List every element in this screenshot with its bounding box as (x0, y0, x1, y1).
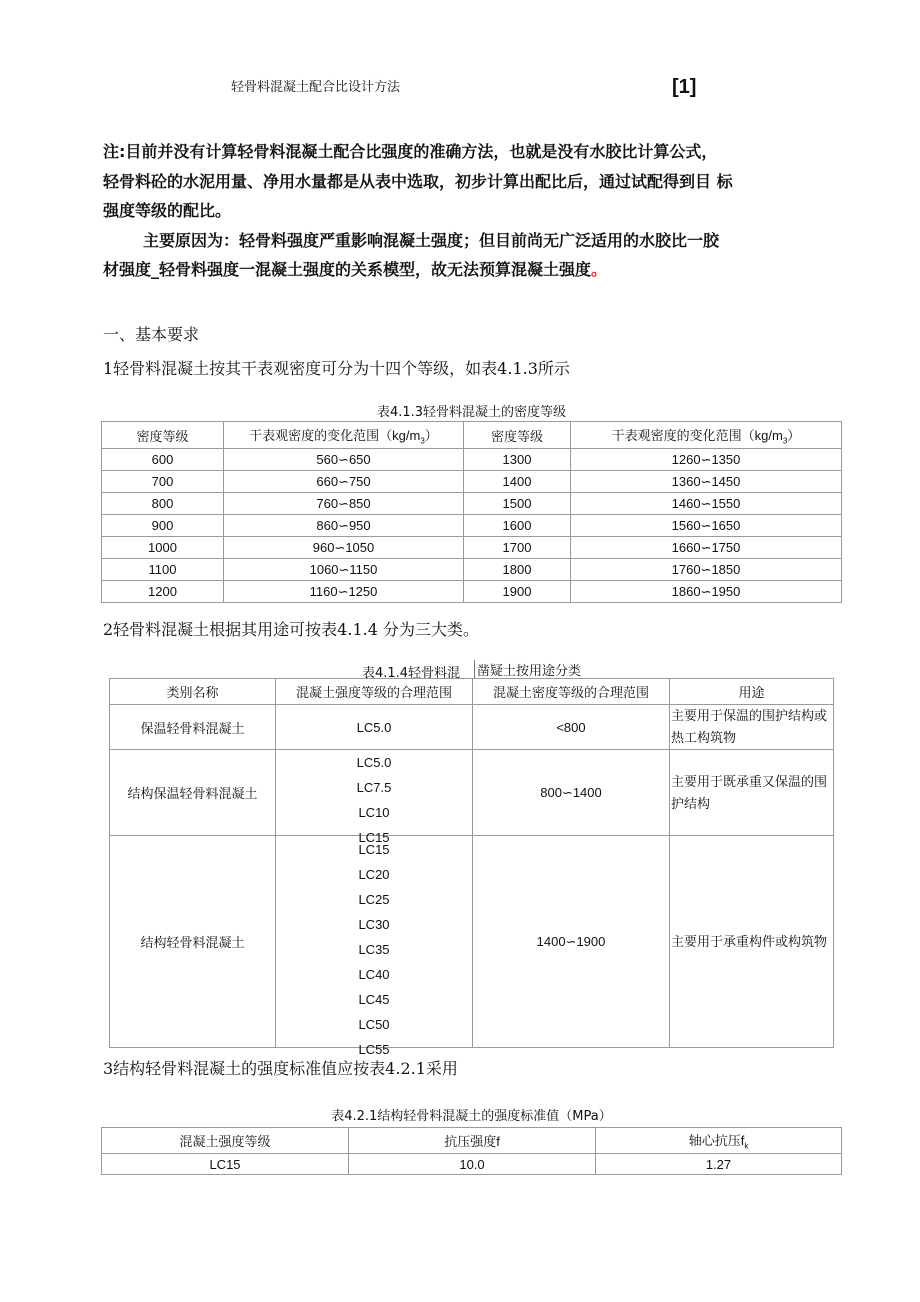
table-cell: 1760∽1850 (571, 559, 842, 581)
table-row (102, 471, 842, 493)
table-cell: 660∽750 (224, 471, 464, 493)
strength-grades: LC5.0 (276, 705, 473, 750)
table-cell: 1500 (464, 493, 571, 515)
usage-text: 主要用于保温的围护结构或热工构筑物 (670, 705, 834, 750)
category-name: 结构保温轻骨料混凝土 (110, 750, 276, 836)
table-cell: 1300 (464, 449, 571, 471)
note-line: 主要原因为：轻骨料强度严重影响混凝土强度；但目前尚无广泛适用的水胶比一胶 (143, 230, 720, 250)
table-cell: 760∽850 (224, 493, 464, 515)
table-cell: 1160∽1250 (224, 581, 464, 603)
density-range: 800∽1400 (473, 750, 670, 836)
table-cell: 960∽1050 (224, 537, 464, 559)
grade-item: LC50 (358, 1016, 390, 1032)
note-line: 强度等级的配比。 (103, 201, 232, 220)
table-4-1-4-caption-left: 表4.1.4轻骨料混 (362, 666, 461, 681)
table-cell: 1060∽1150 (224, 559, 464, 581)
table-cell: 1360∽1450 (571, 471, 842, 493)
note-line: 轻骨料砼的水泥用量、净用水量都是从表中选取，初步计算出配比后，通过试配得到目 标 (103, 171, 733, 191)
item-2-text: 2轻骨料混凝土根据其用途可按表4.1.4 分为三大类。 (103, 620, 479, 639)
table-header-row (102, 1128, 842, 1154)
table-cell: 700 (102, 471, 224, 493)
table-row (110, 836, 834, 1048)
grade-item: LC10 (358, 804, 390, 820)
table-cell: 1400 (464, 471, 571, 493)
note-block (103, 137, 848, 285)
table-row (102, 515, 842, 537)
header-cell: 混凝土强度等级 (102, 1128, 349, 1154)
grade-item: LC5.0 (356, 754, 392, 770)
table-row (102, 559, 842, 581)
strength-grades (276, 750, 473, 845)
table-cell: 1000 (102, 537, 224, 559)
grade-item: LC55 (358, 1041, 390, 1057)
table-cell: 1100 (102, 559, 224, 581)
table-row (102, 1154, 842, 1175)
table-cell: 1860∽1950 (571, 581, 842, 603)
density-range: <800 (473, 705, 670, 750)
table-row (102, 493, 842, 515)
grade-item: LC7.5 (356, 779, 392, 795)
header-cell: 混凝土强度等级的合理范围 (276, 679, 473, 705)
table-cell: 1.27 (596, 1154, 842, 1175)
table-cell: 600 (102, 449, 224, 471)
grade-item: LC15 (358, 841, 390, 857)
usage-text: 主要用于既承重又保温的围护结构 (670, 750, 834, 836)
header-cell: 抗压强度f (349, 1128, 596, 1154)
table-cell: 1560∽1650 (571, 515, 842, 537)
table-cell: 1200 (102, 581, 224, 603)
header-cell: 类别名称 (110, 679, 276, 705)
table-row (102, 449, 842, 471)
note-line-text: 材强度_轻骨料强度一混凝土强度的关系模型，故无法预算混凝土强度 (103, 260, 592, 279)
table-cell: 1700 (464, 537, 571, 559)
note-line: 注:目前并没有计算轻骨料混凝土配合比强度的准确方法，也就是没有水胶比计算公式， (103, 142, 718, 161)
header-cell: 密度等级 (464, 422, 571, 449)
table-4-2-1-caption: 表4.2.1结构轻骨料混凝土的强度标准值（MPa） (331, 1109, 612, 1124)
document-header-title: 轻骨料混凝土配合比设计方法 (231, 80, 401, 95)
grade-item: LC30 (358, 916, 390, 932)
strength-grades (276, 836, 473, 1057)
red-period-mark: 。 (591, 260, 608, 279)
grade-item: LC25 (358, 891, 390, 907)
item-1-text: 1轻骨料混凝土按其干表观密度可分为十四个等级，如表4.1.3所示 (103, 359, 570, 378)
section-heading: 一、基本要求 (103, 325, 200, 344)
header-cell: 密度等级 (102, 422, 224, 449)
table-row (110, 705, 834, 750)
category-name: 结构轻骨料混凝土 (110, 836, 276, 1048)
category-name: 保温轻骨料混凝土 (110, 705, 276, 750)
table-row (110, 750, 834, 836)
table-cell: 800 (102, 493, 224, 515)
table-cell: 1900 (464, 581, 571, 603)
table-cell: 1660∽1750 (571, 537, 842, 559)
usage-category-table (109, 678, 834, 1057)
table-cell: LC15 (102, 1154, 349, 1175)
table-cell: 10.0 (349, 1154, 596, 1175)
grade-item: LC40 (358, 966, 390, 982)
grade-item: LC35 (358, 941, 390, 957)
density-grade-table (101, 421, 842, 603)
table-cell: 860∽950 (224, 515, 464, 537)
grade-item: LC15 (358, 829, 390, 845)
table-cell: 1260∽1350 (571, 449, 842, 471)
strength-standard-table (101, 1127, 842, 1175)
note-line (103, 255, 848, 285)
table-header-row (102, 422, 842, 449)
header-cell: 用途 (670, 679, 834, 705)
header-cell: 干表观密度的变化范围$(kg/m_3)$ (224, 422, 464, 449)
usage-text: 主要用于承重构件或构筑物 (670, 836, 834, 1048)
header-cell: 干表观密度的变化范围$(kg/m_3)$ (571, 422, 842, 449)
table-cell: 900 (102, 515, 224, 537)
table-header-row (110, 679, 834, 705)
table-cell: 560∽650 (224, 449, 464, 471)
table-row (102, 581, 842, 603)
table-cell: 1460∽1550 (571, 493, 842, 515)
grade-item: LC20 (358, 866, 390, 882)
table-4-1-4-caption-right: 凿疑土按用途分类 (474, 660, 581, 679)
grade-item: LC45 (358, 991, 390, 1007)
density-range: 1400∽1900 (473, 836, 670, 1048)
reference-number: [1] (672, 76, 697, 98)
table-row (102, 537, 842, 559)
item-3-text: 3结构轻骨料混凝土的强度标准值应按表4.2.1采用 (103, 1059, 458, 1078)
table-cell: 1800 (464, 559, 571, 581)
table-4-1-3-caption: 表4.1.3轻骨料混凝土的密度等级 (376, 405, 567, 420)
header-cell: 混凝土密度等级的合理范围 (473, 679, 670, 705)
header-cell: 轴心抗压$f_k$ (596, 1128, 842, 1154)
table-cell: 1600 (464, 515, 571, 537)
